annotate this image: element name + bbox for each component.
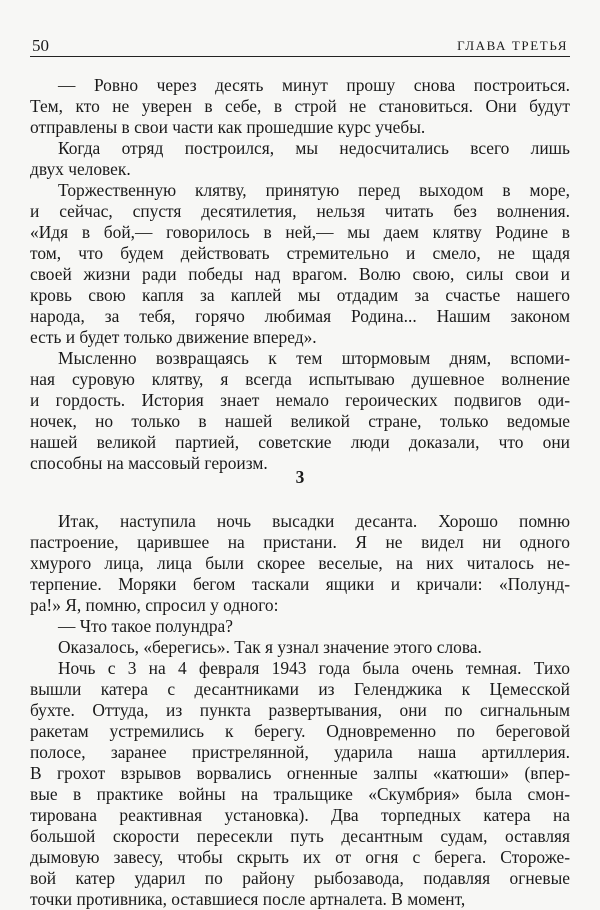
page-number: 50 xyxy=(32,36,49,55)
text-line: двух человек. xyxy=(30,159,131,179)
text-line: нашей великой партией, советские люди доказали, что они xyxy=(30,432,570,452)
text-line: ночек, но только в нашей великой стране, только ведомые xyxy=(30,411,570,431)
text-line: вые в практике войны на тральщике «Скумбрия» была смон- xyxy=(30,784,570,804)
text-line: пастроение, царившее на пристани. Я не видел ни одного xyxy=(30,532,570,552)
text-line: точки противника, оставшиеся после артналета. В момент, xyxy=(30,889,466,909)
text-line: — Ровно через десять минут прошу снова построиться. xyxy=(58,75,570,95)
text-line: ная суровую клятву, я всегда испытываю душевное волнение xyxy=(30,369,570,389)
text-line: Итак, наступила ночь высадки десанта. Хорошо помню xyxy=(58,511,570,531)
text-line: своей жизни ради победы над врагом. Волю свою, силы свои и xyxy=(30,264,570,284)
chapter-title: ГЛАВА ТРЕТЬЯ xyxy=(457,38,568,53)
text-line: полосе, заранее пристрелянной, ударила наша артиллерия. xyxy=(30,742,570,762)
text-line: Тем, кто не уверен в себе, в строй не становиться. Они будут xyxy=(30,96,570,116)
text-line: народа, за тебя, горячо любимая Родина... Нашим законом xyxy=(30,306,570,326)
text-line: В грохот взрывов ворвались огненные залпы «катюши» (впер- xyxy=(30,763,570,783)
text-line: кровь свою капля за каплей мы отдадим за счастье нашего xyxy=(30,285,570,305)
text-line: Мысленно возвращаясь к тем штормовым дням, вспоми- xyxy=(58,348,570,368)
text-line: тирована реактивная установка). Два торпедных катера на xyxy=(30,805,570,825)
text-line: — Что такое полундра? xyxy=(58,616,233,636)
text-line: «Идя в бой,— говорилось в ней,— мы даем клятву Родине в xyxy=(30,222,570,242)
text-line: вой катер ударил по району рыбозавода, подавляя огневые xyxy=(30,868,570,888)
text-line: Торжественную клятву, принятую перед выходом в море, xyxy=(58,180,570,200)
text-line: ракетам устремились к берегу. Одновременно по береговой xyxy=(30,721,570,741)
section-number: 3 xyxy=(295,467,305,487)
text-line: Оказалось, «берегись». Так я узнал значение этого слова. xyxy=(58,637,482,657)
text-line: и сейчас, спустя десятилетия, нельзя читать без волнения. xyxy=(30,201,570,221)
text-line: отправлены в свои части как прошедшие курс учебы. xyxy=(30,117,426,137)
text-line: бухте. Оттуда, из пункта развертывания, они по сигнальным xyxy=(30,700,570,720)
page-header xyxy=(30,36,570,57)
text-line: вышли катера с десантниками из Геленджика к Цемесской xyxy=(30,679,570,699)
text-line: есть и будет только движение вперед». xyxy=(30,327,317,347)
text-line: способны на массовый героизм. xyxy=(30,453,268,473)
text-line: том, что будем действовать стремительно и смело, не щадя xyxy=(30,243,570,263)
text-line: Когда отряд построился, мы недосчитались всего лишь xyxy=(58,138,570,158)
text-line: и гордость. История знает немало героических подвигов оди- xyxy=(30,390,570,410)
text-line: дымовую завесу, чтобы скрыть их от огня с берега. Стороже- xyxy=(30,847,570,867)
text-line: терпение. Моряки бегом таскали ящики и кричали: «Полунд- xyxy=(30,574,570,594)
text-line: Ночь с 3 на 4 февраля 1943 года была очень темная. Тихо xyxy=(58,658,570,678)
text-line: ра!» Я, помню, спросил у одного: xyxy=(30,595,279,615)
text-line: хмурого лица, лица были скорее веселые, на них читалось не- xyxy=(30,553,570,573)
text-line: большой скорости пересекли путь десантным судам, оставляя xyxy=(30,826,570,846)
